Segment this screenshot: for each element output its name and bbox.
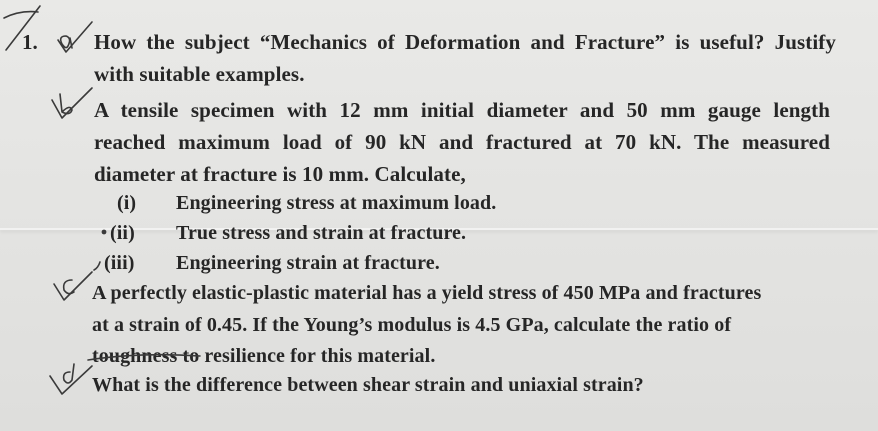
part-a-line-1: How the subject “Mechanics of Deformation and Fracture” is useful? Justify [94, 30, 836, 54]
subitem-text: True stress and strain at fracture. [176, 222, 467, 244]
subitem-number: (ii) [110, 222, 135, 244]
part-b-line-3: diameter at fracture is 10 mm. Calculate, [94, 162, 466, 186]
subitem-text: Engineering stress at maximum load. [176, 192, 497, 214]
pencil-tick-mark [50, 366, 92, 394]
part-b-line-2: reached maximum load of 90 kN and fractured at 70 kN. The measured [94, 130, 830, 154]
pencil-tick-mark [52, 88, 92, 118]
question-number: 1. [22, 30, 38, 54]
subitem-text: Engineering strain at fracture. [176, 252, 440, 274]
part-b-line-1: A tensile specimen with 12 mm initial diameter and 50 mm gauge length [94, 98, 830, 122]
part-c-line-1: A perfectly elastic-plastic material has a yield stress of 450 MPa and fractures [92, 282, 762, 304]
pencil-tick-mark [54, 272, 92, 300]
part-c-line-2: at a strain of 0.45. If the Young’s modulus is 4.5 GPa, calculate the ratio of [92, 314, 732, 336]
subitem-number: (iii) [104, 252, 135, 274]
pencil-letter-d-mark [64, 364, 74, 383]
part-c-line-3: toughness to resilience for this material. [92, 345, 436, 367]
pencil-comma-mark [94, 262, 100, 270]
pencil-bullet-mark [102, 230, 107, 235]
pencil-underline-mark [88, 355, 200, 360]
part-d-line-1: What is the difference between shear strain and uniaxial strain? [92, 374, 644, 396]
part-a-line-2: with suitable examples. [94, 62, 305, 86]
subitem-number: (i) [117, 192, 137, 214]
